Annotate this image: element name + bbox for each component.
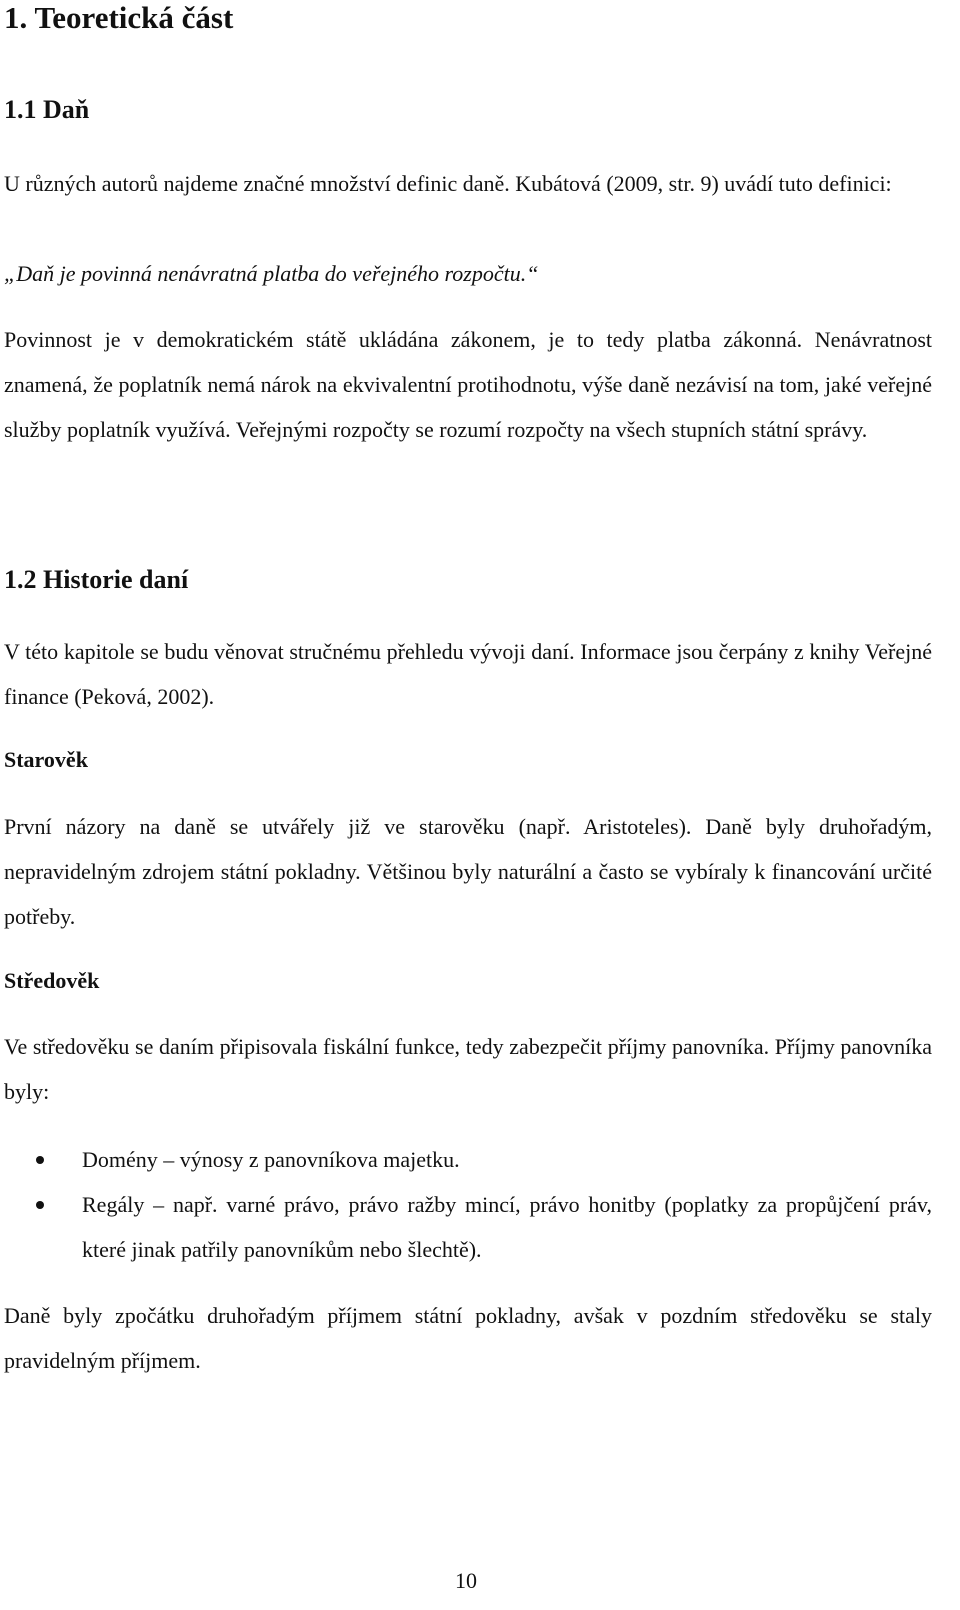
subheading-stredovek: Středověk [4,968,100,993]
paragraph-definition-intro: U různých autorů najdeme značné množství definic daně. Kubátová (2009, str. 9) uvádí tuto definici: [4,171,892,196]
section-heading-dan: 1.1 Daň [4,95,90,124]
subheading-starovek: Starověk [4,747,88,772]
list-item-regaly [0,1182,932,1272]
section-heading-historie: 1.2 Historie daní [4,565,189,594]
list-item-domeny [0,1137,932,1182]
bullet-icon [36,1201,44,1209]
chapter-heading: 1. Teoretická část [4,0,234,35]
paragraph-stredovek-closing: Daně byly zpočátku druhořadým příjmem státní pokladny, avšak v pozdním středověku se staly pravidelným příjmem. [4,1303,932,1373]
paragraph-stredovek: Ve středověku se daním připisovala fiskální funkce, tedy zabezpečit příjmy panovníka. Příjmy panovníka byly: [4,1034,932,1104]
paragraph-history-intro: V této kapitole se budu věnovat stručnému přehledu vývoji daní. Informace jsou čerpány z knihy Veřejné finance (Peková, 2002). [4,639,932,709]
list-item-text: Domény – výnosy z panovníkova majetku. [82,1147,460,1172]
list-item-text: Regály – např. varné právo, právo ražby mincí, právo honitby (poplatky za propůjčení práv, které jinak patřily panovníkům nebo šlechtě). [82,1192,932,1262]
income-list [0,1137,932,1272]
paragraph-definition-explanation: Povinnost je v demokratickém státě ukládána zákonem, je to tedy platba zákonná. Nenávratnost znamená, že poplatník nemá nárok na ekvivalentní protihodnotu, výše daně nezávisí na tom, jaké veřejné služby poplatník využívá. Veřejnými rozpočty se rozumí rozpočty na všech stupních státní správy. [4,327,932,442]
definition-quote: „Daň je povinná nenávratná platba do veřejného rozpočtu.“ [4,261,539,286]
page-number: 10 [455,1568,477,1593]
bullet-icon [36,1156,44,1164]
paragraph-starovek: První názory na daně se utvářely již ve starověku (např. Aristoteles). Daně byly druhořadým, nepravidelným zdrojem státní pokladny. Většinou byly naturální a často se vybíraly k financování určité potřeby. [4,814,932,929]
